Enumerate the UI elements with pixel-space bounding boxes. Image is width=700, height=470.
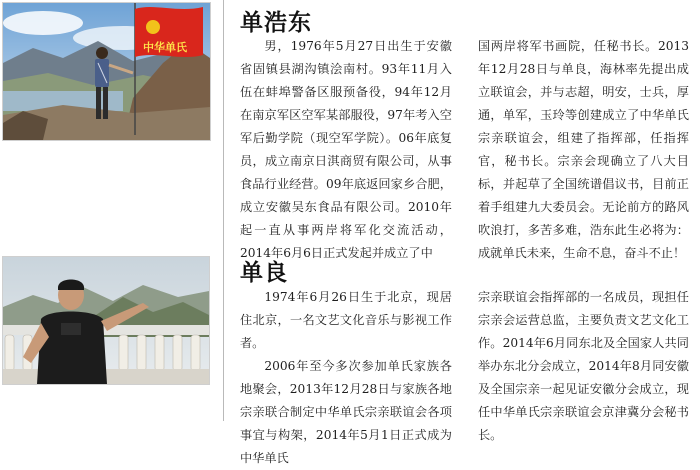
biography-column-left [240, 35, 452, 265]
profile-photo-shan-liang [2, 256, 210, 385]
biography-column-left [240, 286, 452, 470]
biography-paragraph: 男，1976年5月27日出生于安徽省固镇县湖沟镇浍南村。93年11月入伍在蚌埠警备区服预备役，94年12月在南京军区空军某部服役，97年考入空军后勤学院（现空军学院）。06年底复员，成立南京日淇商贸有限公司，从事食品行业经营。09年底返回家乡合肥，成立安徽吴东食品有限公司。2010年起一直从事两岸将军化交流活动，2014年6月6日正式发起并成立了中 [240, 39, 452, 260]
biography-paragraph: 宗亲联谊会指挥部的一名成员，现担任宗亲会运营总监，主要负责文艺文化工作。2014年6月同东北及全国家人共同举办东北分会成立，2014年8月同安徽及全国宗亲一起见证安徽分会成立，现任中华单氏宗亲联谊会京津冀分会秘书长。 [478, 290, 689, 442]
profile-name: 单良 [240, 260, 288, 286]
biography-column-right [478, 286, 689, 447]
biography-paragraph: 1974年6月26日生于北京，现居住北京，一名文艺文化音乐与影视工作者。 [240, 290, 452, 350]
photo-scene-balcony [3, 257, 209, 384]
column-divider [223, 0, 224, 421]
profile-photo-shan-haodong [2, 2, 211, 141]
biography-paragraph: 国两岸将军书画院，任秘书长。2013年12月28日与单良，海林率先提出成立联谊会，并与志超，明安，士兵，厚通，单军，玉玲等创建成立了中华单氏宗亲联谊会，组建了指挥部，任指挥官，秘书长。宗亲会现确立了八大目标，并起草了全国统谱倡议书，目前正着手组建九大委员会。无论前方的路风吹浪打，多苦多难，浩东此生必将为：成就单氏未来，生命不息，奋斗不止！ [478, 39, 689, 260]
profile-name: 单浩东 [240, 10, 312, 36]
photo-scene-mountain-flag [3, 3, 210, 140]
biography-paragraph: 2006年至今多次参加单氏家族各地聚会，2013年12月28日与家族各地宗亲联合制定中华单氏宗亲联谊会各项事宜与构架，2014年5月1日正式成为中华单氏 [240, 359, 452, 465]
flag-text: 中华单氏 [143, 41, 187, 54]
biography-column-right [478, 35, 689, 265]
